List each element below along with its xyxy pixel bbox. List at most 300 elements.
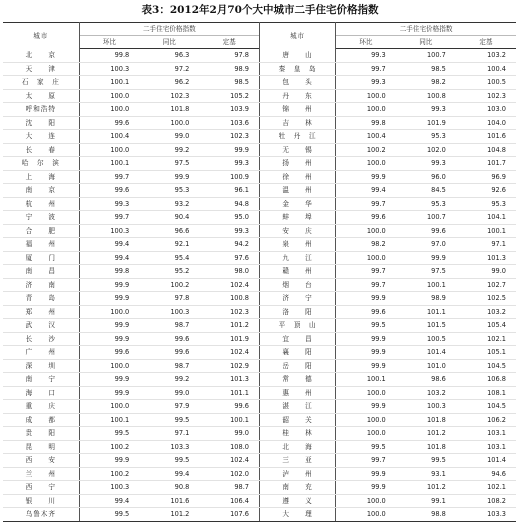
mom-cell: 99.3: [336, 49, 396, 63]
yoy-cell: 90.4: [139, 211, 199, 225]
mom-cell: 100.2: [336, 143, 396, 157]
mom-cell: 100.0: [336, 103, 396, 117]
city-cell: 南 京: [3, 184, 79, 198]
table-row: [3, 319, 516, 333]
yoy-cell: 99.0: [139, 386, 199, 400]
base-cell: 102.1: [456, 481, 516, 495]
city-cell: 遵 义: [260, 494, 336, 508]
city-cell: 呼和浩特: [3, 103, 79, 117]
yoy-cell: 99.5: [396, 454, 456, 468]
yoy-cell: 100.8: [396, 89, 456, 103]
yoy-cell: 95.3: [396, 130, 456, 144]
city-cell: 湛 江: [260, 400, 336, 414]
table-row: [3, 103, 516, 117]
yoy-cell: 99.9: [396, 251, 456, 265]
base-cell: 97.6: [199, 251, 259, 265]
mom-cell: 99.9: [336, 346, 396, 360]
city-cell: 郑 州: [3, 305, 79, 319]
base-cell: 96.9: [456, 170, 516, 184]
mom-cell: 99.9: [336, 359, 396, 373]
yoy-cell: 101.8: [139, 103, 199, 117]
yoy-cell: 99.3: [396, 157, 456, 171]
base-column-header-left: 定基: [199, 36, 259, 49]
yoy-cell: 100.0: [139, 116, 199, 130]
yoy-cell: 100.7: [396, 49, 456, 63]
base-cell: 99.0: [199, 427, 259, 441]
base-cell: 100.1: [456, 224, 516, 238]
base-cell: 100.5: [456, 76, 516, 90]
base-cell: 102.3: [199, 305, 259, 319]
yoy-cell: 99.1: [396, 494, 456, 508]
city-cell: 上 海: [3, 170, 79, 184]
table-row: [3, 494, 516, 508]
city-cell: 赣 州: [260, 265, 336, 279]
city-cell: 宁 波: [3, 211, 79, 225]
city-cell: 银 川: [3, 494, 79, 508]
table-row: [3, 508, 516, 522]
city-cell: 大 理: [260, 508, 336, 522]
city-cell: 南 充: [260, 481, 336, 495]
base-cell: 102.7: [456, 278, 516, 292]
city-cell: 锦 州: [260, 103, 336, 117]
table-row: [3, 467, 516, 481]
city-cell: 洛 阳: [260, 305, 336, 319]
mom-cell: 99.9: [79, 292, 139, 306]
city-cell: 太 原: [3, 89, 79, 103]
base-cell: 104.5: [456, 400, 516, 414]
mom-cell: 99.4: [79, 251, 139, 265]
yoy-cell: 101.2: [139, 508, 199, 522]
table-row: [3, 62, 516, 76]
mom-cell: 99.5: [79, 427, 139, 441]
yoy-cell: 99.6: [396, 224, 456, 238]
base-cell: 99.0: [456, 265, 516, 279]
mom-cell: 98.2: [336, 238, 396, 252]
city-column-header-left: 城市: [3, 23, 79, 49]
mom-cell: 100.1: [79, 413, 139, 427]
mom-cell: 100.0: [336, 386, 396, 400]
city-cell: 广 州: [3, 346, 79, 360]
mom-column-header-right: 环比: [336, 36, 396, 49]
city-cell: 长 春: [3, 143, 79, 157]
base-cell: 99.6: [199, 400, 259, 414]
table-row: [3, 373, 516, 387]
mom-cell: 99.8: [79, 265, 139, 279]
yoy-cell: 100.1: [396, 278, 456, 292]
mom-cell: 100.2: [79, 440, 139, 454]
table-row: [3, 49, 516, 63]
yoy-cell: 93.2: [139, 197, 199, 211]
city-cell: 温 州: [260, 184, 336, 198]
mom-cell: 100.0: [336, 427, 396, 441]
yoy-cell: 101.6: [139, 494, 199, 508]
base-cell: 108.1: [456, 386, 516, 400]
mom-cell: 100.0: [336, 494, 396, 508]
city-cell: 武 汉: [3, 319, 79, 333]
base-cell: 97.1: [456, 238, 516, 252]
city-cell: 天 津: [3, 62, 79, 76]
yoy-cell: 101.8: [396, 413, 456, 427]
mom-cell: 99.6: [79, 116, 139, 130]
city-cell: 重 庆: [3, 400, 79, 414]
yoy-cell: 102.0: [396, 143, 456, 157]
base-cell: 102.5: [456, 292, 516, 306]
yoy-cell: 99.2: [139, 373, 199, 387]
mom-cell: 99.3: [336, 76, 396, 90]
city-cell: 北 京: [3, 49, 79, 63]
yoy-cell: 98.5: [396, 62, 456, 76]
yoy-cell: 100.5: [396, 332, 456, 346]
table-row: [3, 400, 516, 414]
mom-cell: 99.9: [79, 454, 139, 468]
table-row: [3, 359, 516, 373]
mom-column-header-left: 环比: [79, 36, 139, 49]
yoy-cell: 99.4: [139, 467, 199, 481]
mom-cell: 99.6: [336, 305, 396, 319]
mom-cell: 99.5: [79, 508, 139, 522]
yoy-cell: 100.2: [139, 278, 199, 292]
base-cell: 102.4: [199, 454, 259, 468]
yoy-cell: 98.6: [396, 373, 456, 387]
city-cell: 宜 昌: [260, 332, 336, 346]
mom-cell: 99.6: [79, 184, 139, 198]
yoy-cell: 98.2: [396, 76, 456, 90]
table-row: [3, 454, 516, 468]
table-row: [3, 346, 516, 360]
mom-cell: 100.1: [336, 373, 396, 387]
base-cell: 102.3: [456, 89, 516, 103]
base-cell: 103.9: [199, 103, 259, 117]
index-group-header-left: 二手住宅价格指数: [79, 23, 259, 36]
base-column-header-right: 定基: [456, 36, 516, 49]
page-title: 表3：2012年2月70个大中城市二手住宅价格指数: [141, 4, 379, 16]
base-cell: 95.3: [456, 197, 516, 211]
base-cell: 94.8: [199, 197, 259, 211]
base-cell: 101.9: [199, 332, 259, 346]
yoy-cell: 95.3: [396, 197, 456, 211]
mom-cell: 99.9: [79, 319, 139, 333]
city-cell: 岳 阳: [260, 359, 336, 373]
mom-cell: 100.3: [79, 62, 139, 76]
base-cell: 103.6: [199, 116, 259, 130]
yoy-cell: 97.2: [139, 62, 199, 76]
city-cell: 安 庆: [260, 224, 336, 238]
yoy-cell: 99.2: [139, 143, 199, 157]
base-cell: 103.1: [456, 427, 516, 441]
yoy-cell: 101.9: [396, 116, 456, 130]
city-cell: 南 昌: [3, 265, 79, 279]
mom-cell: 99.4: [336, 184, 396, 198]
table-row: [3, 197, 516, 211]
yoy-cell: 96.6: [139, 224, 199, 238]
yoy-cell: 97.5: [396, 265, 456, 279]
base-cell: 101.6: [456, 130, 516, 144]
city-cell: 海 口: [3, 386, 79, 400]
table-row: [3, 76, 516, 90]
mom-cell: 99.7: [336, 197, 396, 211]
yoy-cell: 97.0: [396, 238, 456, 252]
table-row: [3, 157, 516, 171]
base-cell: 102.0: [199, 467, 259, 481]
city-cell: 烟 台: [260, 278, 336, 292]
city-cell: 兰 州: [3, 467, 79, 481]
yoy-cell: 96.0: [396, 170, 456, 184]
city-cell: 包 头: [260, 76, 336, 90]
mom-cell: 100.0: [79, 400, 139, 414]
yoy-cell: 100.3: [396, 400, 456, 414]
city-cell: 扬 州: [260, 157, 336, 171]
yoy-column-header-left: 同比: [139, 36, 199, 49]
yoy-cell: 99.0: [139, 130, 199, 144]
yoy-column-header-right: 同比: [396, 36, 456, 49]
yoy-cell: 98.7: [139, 359, 199, 373]
yoy-cell: 99.9: [139, 170, 199, 184]
table-row: [3, 116, 516, 130]
mom-cell: 99.8: [336, 116, 396, 130]
mom-cell: 99.9: [79, 373, 139, 387]
city-cell: 西 宁: [3, 481, 79, 495]
table-body: [3, 49, 516, 522]
table-row: [3, 89, 516, 103]
mom-cell: 99.4: [79, 238, 139, 252]
base-cell: 101.1: [199, 386, 259, 400]
yoy-cell: 97.1: [139, 427, 199, 441]
base-cell: 101.7: [456, 157, 516, 171]
mom-cell: 100.0: [336, 157, 396, 171]
city-cell: 南 宁: [3, 373, 79, 387]
base-cell: 102.4: [199, 346, 259, 360]
yoy-cell: 95.4: [139, 251, 199, 265]
base-cell: 104.0: [456, 116, 516, 130]
mom-cell: 100.0: [336, 413, 396, 427]
yoy-cell: 100.3: [139, 305, 199, 319]
mom-cell: 99.9: [336, 170, 396, 184]
city-cell: 徐 州: [260, 170, 336, 184]
mom-cell: 99.8: [79, 49, 139, 63]
yoy-cell: 98.8: [396, 508, 456, 522]
yoy-cell: 101.2: [396, 427, 456, 441]
table-row: [3, 413, 516, 427]
base-cell: 100.1: [199, 413, 259, 427]
city-cell: 吉 林: [260, 116, 336, 130]
base-cell: 103.0: [456, 103, 516, 117]
city-column-header-right: 城市: [260, 23, 336, 49]
city-cell: 青 岛: [3, 292, 79, 306]
base-cell: 92.6: [456, 184, 516, 198]
city-cell: 福 州: [3, 238, 79, 252]
yoy-cell: 99.6: [139, 346, 199, 360]
city-cell: 九 江: [260, 251, 336, 265]
base-cell: 102.1: [456, 332, 516, 346]
mom-cell: 99.9: [336, 481, 396, 495]
table-row: [3, 238, 516, 252]
city-cell: 常 德: [260, 373, 336, 387]
mom-cell: 100.1: [79, 76, 139, 90]
city-cell: 泸 州: [260, 467, 336, 481]
base-cell: 104.1: [456, 211, 516, 225]
city-cell: 平 顶 山: [260, 319, 336, 333]
base-cell: 102.4: [199, 278, 259, 292]
mom-cell: 100.3: [79, 481, 139, 495]
base-cell: 103.1: [456, 440, 516, 454]
mom-cell: 99.7: [336, 278, 396, 292]
city-cell: 蚌 埠: [260, 211, 336, 225]
base-cell: 98.9: [199, 62, 259, 76]
yoy-cell: 99.3: [396, 103, 456, 117]
mom-cell: 99.7: [79, 211, 139, 225]
table-row: [3, 265, 516, 279]
yoy-cell: 97.8: [139, 292, 199, 306]
city-cell: 成 都: [3, 413, 79, 427]
city-cell: 北 海: [260, 440, 336, 454]
price-index-table: [3, 22, 516, 522]
mom-cell: 99.9: [336, 332, 396, 346]
base-cell: 101.3: [199, 373, 259, 387]
table-row: [3, 278, 516, 292]
mom-cell: 100.0: [336, 508, 396, 522]
mom-cell: 100.0: [79, 103, 139, 117]
table-row: [3, 427, 516, 441]
yoy-cell: 96.3: [139, 49, 199, 63]
mom-cell: 99.7: [336, 454, 396, 468]
yoy-cell: 99.5: [139, 413, 199, 427]
base-cell: 98.7: [199, 481, 259, 495]
base-cell: 108.2: [456, 494, 516, 508]
mom-cell: 100.4: [336, 130, 396, 144]
city-cell: 深 圳: [3, 359, 79, 373]
table-row: [3, 224, 516, 238]
base-cell: 100.4: [456, 62, 516, 76]
yoy-cell: 101.0: [396, 359, 456, 373]
base-cell: 105.4: [456, 319, 516, 333]
base-cell: 94.2: [199, 238, 259, 252]
city-cell: 济 南: [3, 278, 79, 292]
base-cell: 98.5: [199, 76, 259, 90]
yoy-cell: 97.5: [139, 157, 199, 171]
base-cell: 102.3: [199, 130, 259, 144]
city-cell: 长 沙: [3, 332, 79, 346]
mom-cell: 100.0: [79, 89, 139, 103]
base-cell: 101.2: [199, 319, 259, 333]
city-cell: 唐 山: [260, 49, 336, 63]
mom-cell: 99.9: [336, 400, 396, 414]
yoy-cell: 99.5: [139, 454, 199, 468]
mom-cell: 99.7: [336, 62, 396, 76]
mom-cell: 100.0: [336, 89, 396, 103]
base-cell: 94.6: [456, 467, 516, 481]
base-cell: 101.3: [456, 251, 516, 265]
base-cell: 105.2: [199, 89, 259, 103]
base-cell: 106.2: [456, 413, 516, 427]
base-cell: 104.5: [456, 359, 516, 373]
yoy-cell: 92.1: [139, 238, 199, 252]
yoy-cell: 84.5: [396, 184, 456, 198]
mom-cell: 99.7: [336, 265, 396, 279]
table-row: [3, 305, 516, 319]
city-cell: 丹 东: [260, 89, 336, 103]
city-cell: 昆 明: [3, 440, 79, 454]
city-cell: 泉 州: [260, 238, 336, 252]
mom-cell: 99.9: [79, 332, 139, 346]
yoy-cell: 102.3: [139, 89, 199, 103]
yoy-cell: 99.6: [139, 332, 199, 346]
mom-cell: 99.9: [79, 278, 139, 292]
mom-cell: 99.9: [336, 292, 396, 306]
table-row: [3, 481, 516, 495]
base-cell: 103.2: [456, 305, 516, 319]
yoy-cell: 101.2: [396, 481, 456, 495]
base-cell: 99.3: [199, 157, 259, 171]
mom-cell: 99.7: [79, 170, 139, 184]
table-row: [3, 170, 516, 184]
city-cell: 襄 阳: [260, 346, 336, 360]
base-cell: 99.9: [199, 143, 259, 157]
city-cell: 牡 丹 江: [260, 130, 336, 144]
base-cell: 97.8: [199, 49, 259, 63]
mom-cell: 99.6: [336, 211, 396, 225]
mom-cell: 100.0: [336, 251, 396, 265]
base-cell: 98.0: [199, 265, 259, 279]
mom-cell: 99.4: [79, 494, 139, 508]
base-cell: 104.8: [456, 143, 516, 157]
yoy-cell: 98.9: [396, 292, 456, 306]
yoy-cell: 101.1: [396, 305, 456, 319]
base-cell: 108.0: [199, 440, 259, 454]
table-row: [3, 143, 516, 157]
table-header: [3, 23, 516, 49]
base-cell: 100.9: [199, 170, 259, 184]
table-row: [3, 292, 516, 306]
mom-cell: 100.0: [79, 305, 139, 319]
city-cell: 惠 州: [260, 386, 336, 400]
yoy-cell: 93.1: [396, 467, 456, 481]
yoy-cell: 98.7: [139, 319, 199, 333]
base-cell: 106.8: [456, 373, 516, 387]
yoy-cell: 97.9: [139, 400, 199, 414]
yoy-cell: 101.4: [396, 346, 456, 360]
city-cell: 沈 阳: [3, 116, 79, 130]
mom-cell: 100.1: [79, 157, 139, 171]
base-cell: 101.4: [456, 454, 516, 468]
city-cell: 大 连: [3, 130, 79, 144]
index-group-header-right: 二手住宅价格指数: [336, 23, 516, 36]
mom-cell: 100.3: [79, 224, 139, 238]
mom-cell: 99.9: [336, 467, 396, 481]
city-cell: 韶 关: [260, 413, 336, 427]
base-cell: 100.8: [199, 292, 259, 306]
city-cell: 秦 皇 岛: [260, 62, 336, 76]
city-cell: 杭 州: [3, 197, 79, 211]
mom-cell: 100.4: [79, 130, 139, 144]
city-cell: 桂 林: [260, 427, 336, 441]
mom-cell: 99.9: [79, 386, 139, 400]
city-cell: 贵 阳: [3, 427, 79, 441]
mom-cell: 99.6: [79, 346, 139, 360]
yoy-cell: 100.7: [396, 211, 456, 225]
base-cell: 99.3: [199, 224, 259, 238]
city-cell: 哈 尔 滨: [3, 157, 79, 171]
city-cell: 三 亚: [260, 454, 336, 468]
table-row: [3, 386, 516, 400]
yoy-cell: 90.8: [139, 481, 199, 495]
mom-cell: 99.5: [336, 319, 396, 333]
city-cell: 济 宁: [260, 292, 336, 306]
yoy-cell: 103.2: [396, 386, 456, 400]
table-row: [3, 130, 516, 144]
table-row: [3, 211, 516, 225]
yoy-cell: 101.8: [396, 440, 456, 454]
yoy-cell: 96.2: [139, 76, 199, 90]
